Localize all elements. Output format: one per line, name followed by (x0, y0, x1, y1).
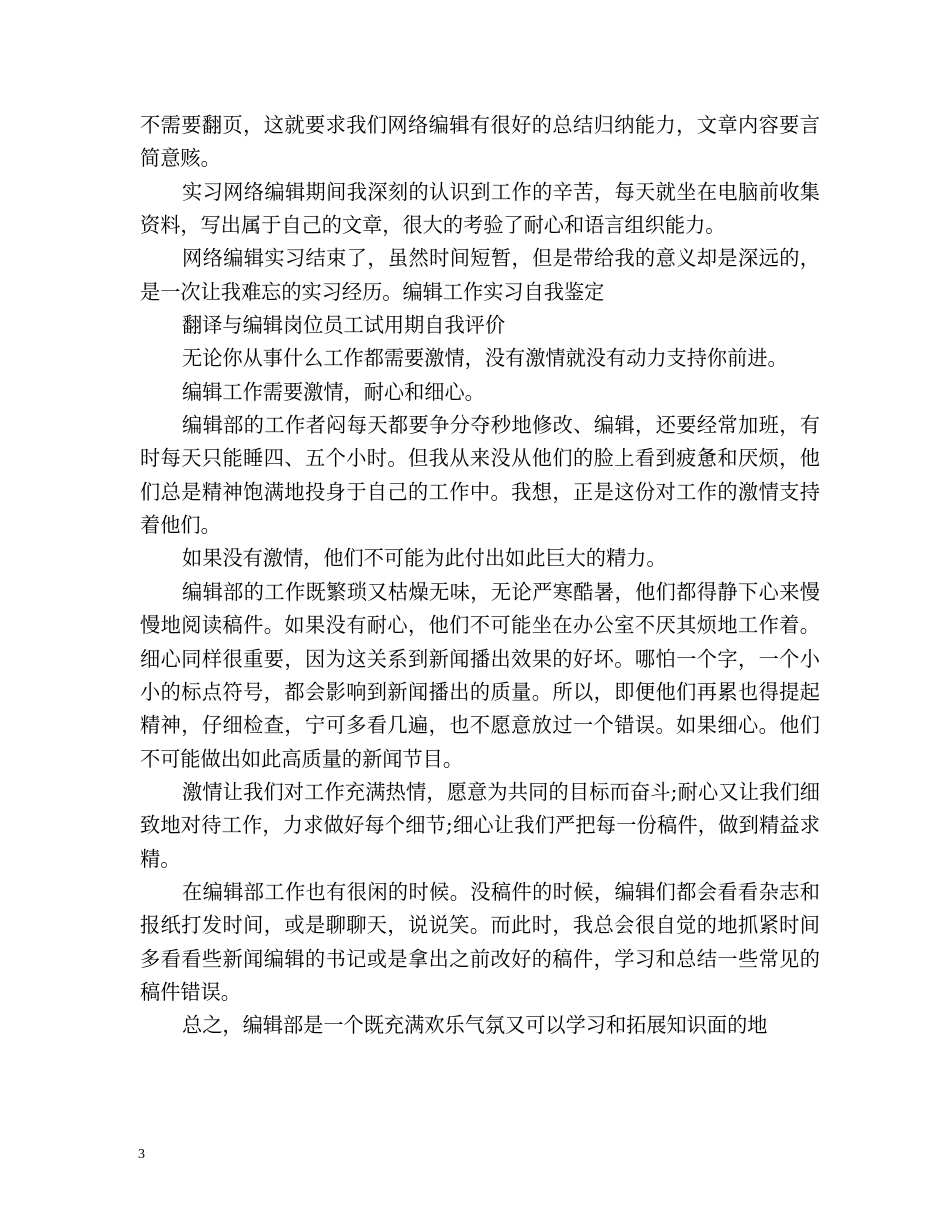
paragraph-2: 实习网络编辑期间我深刻的认识到工作的辛苦，每天就坐在电脑前收集资料，写出属于自己的文章，很大的考验了耐心和语言组织能力。 (140, 179, 820, 238)
paragraph-8: 如果没有激情，他们不可能为此付出如此巨大的精力。 (182, 546, 667, 571)
paragraph-3: 网络编辑实习结束了，虽然时间短暂，但是带给我的意义却是深远的，是一次让我难忘的实习经历。编辑工作实习自我鉴定 (140, 246, 820, 304)
paragraph-10: 激情让我们对工作充满热情，愿意为共同的目标而奋斗;耐心又让我们细致地对待工作，力求做好每个细节;细心让我们严把每一份稿件，做到精益求精。 (140, 779, 820, 871)
paragraph-5: 无论你从事什么工作都需要激情，没有激情就没有动力支持你前进。 (182, 346, 788, 371)
paragraph-7: 编辑部的工作者闷每天都要争分夺秒地修改、编辑，还要经常加班，有时每天只能睡四、五个小时。但我从来没从他们的脸上看到疲惫和厌烦，他们总是精神饱满地投身于自己的工作中。我想，正是这份对工作的激情支持着他们。 (140, 413, 820, 538)
document-body (140, 109, 820, 1043)
page-number: 3 (138, 1147, 145, 1162)
paragraph-11: 在编辑部工作也有很闲的时候。没稿件的时候，编辑们都会看看杂志和报纸打发时间，或是聊聊天，说说笑。而此时，我总会很自觉的地抓紧时间多看看些新闻编辑的书记或是拿出之前改好的稿件，学习和总结一些常见的稿件错误。 (140, 879, 820, 1004)
paragraph-6: 编辑工作需要激情，耐心和细心。 (182, 379, 485, 404)
section-heading: 翻译与编辑岗位员工试用期自我评价 (182, 313, 506, 338)
paragraph-9: 编辑部的工作既繁琐又枯燥无味，无论严寒酷暑，他们都得静下心来慢慢地阅读稿件。如果没有耐心，他们不可能坐在办公室不厌其烦地工作着。细心同样很重要，因为这关系到新闻播出效果的好坏。哪怕一个字，一个小小的标点符号，都会影响到新闻播出的质量。所以，即便他们再累也得提起精神，仔细检查，宁可多看几遍，也不愿意放过一个错误。如果细心。他们不可能做出如此高质量的新闻节目。 (140, 579, 820, 771)
paragraph-12: 总之，编辑部是一个既充满欢乐气氛又可以学习和拓展知识面的地 (182, 1013, 768, 1038)
paragraph-1: 不需要翻页，这就要求我们网络编辑有很好的总结归纳能力，文章内容要言简意赅。 (140, 113, 820, 171)
